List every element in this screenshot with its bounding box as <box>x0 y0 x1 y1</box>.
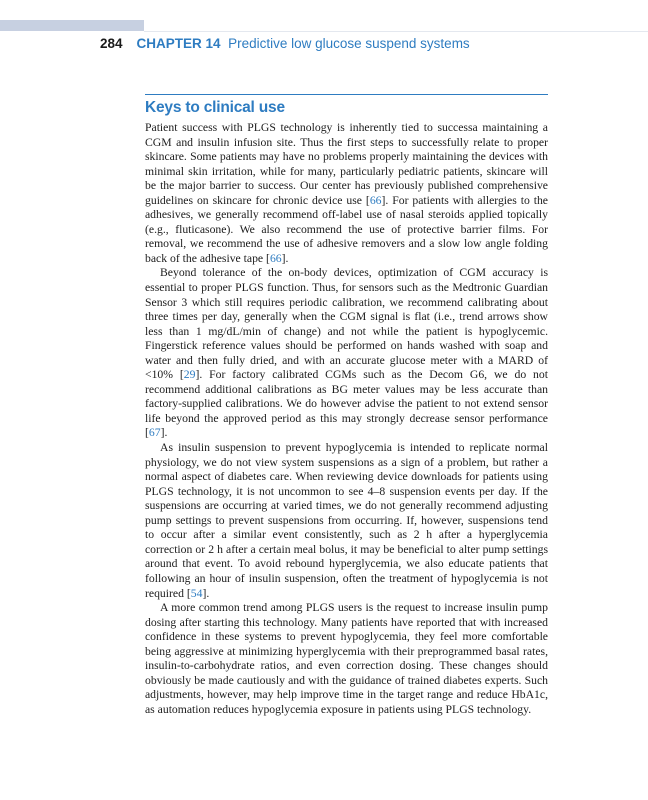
citation-link[interactable]: 67 <box>148 426 161 440</box>
paragraph-text: ]. For factory calibrated CGMs such as the Decom G6, we do not recommend additional calibrations as BG meter values may be less accurate than factory-supplied calibrations. We do however advise the patient to not extend sensor life beyond the approved period as this may strongly decrease sensor performance [ <box>145 368 548 440</box>
paragraph-text: A more common trend among PLGS users is the request to increase insulin pump dosing after starting this technology. Many patients have reported that with increased confidence in these systems to prevent hypoglycemia, they feel more comfortable being aggressive at minimizing hyperglycemia with their preprogrammed basal rates, insulin-to-carbohydrate ratios, and even correction dosing. These changes should obviously be made cautiously and with the guidance of trained diabetes experts. Such adjustments, however, may help improve time in the target range and reduce HbA1c, as automation reduces hypoglycemia exposure in patients using PLGS technology. <box>145 601 548 716</box>
page-number: 284 <box>100 36 123 51</box>
running-head <box>100 35 470 53</box>
citation-link[interactable]: 66 <box>269 251 282 265</box>
paragraph-text: ]. <box>160 426 168 440</box>
paragraph-text: ]. For patients with allergies to the adhesives, we generally recommend off-label use of nasal steroids applied topically (e.g., fluticasone). We also recommend the use of protective barrier films. For removal, we recommend the use of adhesive removers and a slow low angle folding back of the adhesive tape [ <box>145 193 548 265</box>
chapter-label: CHAPTER 14 <box>136 36 221 51</box>
paragraph-4 <box>145 601 548 717</box>
citation-link[interactable]: 54 <box>190 586 203 600</box>
header-color-band <box>0 20 144 31</box>
section-divider <box>145 94 548 95</box>
paragraph-text: ]. <box>281 251 289 265</box>
paragraph-text: ]. <box>202 586 210 600</box>
chapter-title: Predictive low glucose suspend systems <box>228 36 470 51</box>
citation-link[interactable]: 29 <box>183 368 196 382</box>
body-text <box>145 121 548 717</box>
paragraph-text: Patient success with PLGS technology is inherently tied to successa maintaining a CGM and insulin infusion site. Thus the first steps to successfully relate to proper skincare. Some patients may have no problems properly maintaining the devices with minimal skin irritation, while for many, particularly pediatric patients, skincare will be the major barrier to success. Our center has previously published comprehensive guidelines on skincare for chronic device use [ <box>145 121 548 207</box>
paragraph-text: As insulin suspension to prevent hypoglycemia is intended to replicate normal physiology, we do not view system suspensions as a sign of a problem, but rather a normal aspect of diabetes care. When reviewing device downloads for patients using PLGS technology, it is not uncommon to see 4–8 suspension events per day. If the suspensions are occurring at varied times, we do not generally recommend adjusting pump settings to prevent suspensions from occurring. If, however, suspensions tend to occur after a similar event consistently, such as 2 h after a hyperglycemia correction or 2 h after a certain meal bolus, it may be beneficial to alter pump settings around that event. To avoid rebound hyperglycemia, we also educate patients that following an hour of insulin suspension, often the treatment of hypoglycemia is not required [ <box>145 441 548 600</box>
paragraph-2 <box>145 266 548 441</box>
citation-link[interactable]: 66 <box>369 193 382 207</box>
paragraph-3 <box>145 441 548 601</box>
section-heading: Keys to clinical use <box>145 99 285 116</box>
paragraph-text: Beyond tolerance of the on-body devices, optimization of CGM accuracy is essential to proper PLGS function. Thus, for sensors such as the Medtronic Guardian Sensor 3 which still requires periodic calibration, we recommend calibrating about three times per day, generally when the CGM signal is flat (i.e., trend arrows show less than 1 mg/dL/min of change) and not while the patient is hypoglycemic. Fingerstick reference values should be performed on hands washed with soap and water and then fully dried, and with an accurate glucose meter with a MARD of <10% [ <box>145 266 548 382</box>
header-rule <box>144 31 648 32</box>
paragraph-1 <box>145 121 548 266</box>
